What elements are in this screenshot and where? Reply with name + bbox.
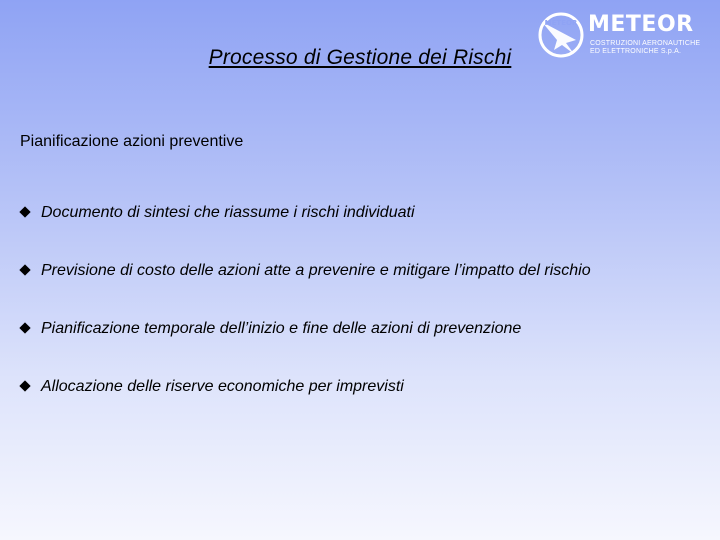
emblem-text: METEOR xyxy=(544,19,578,27)
bullet-text: Pianificazione temporale dell’inizio e fine delle azioni di prevenzione xyxy=(41,320,522,337)
bullet-item xyxy=(18,319,591,377)
bullet-item xyxy=(18,377,591,435)
slide-title: Processo di Gestione dei Rischi xyxy=(208,46,512,69)
diamond-bullet-icon xyxy=(19,322,30,333)
logo-name: METEOR xyxy=(588,12,694,37)
diamond-bullet-icon xyxy=(19,206,30,217)
diamond-bullet-icon xyxy=(19,264,30,275)
bullet-text: Allocazione delle riserve economiche per imprevisti xyxy=(41,378,404,395)
bullet-text: Documento di sintesi che riassume i rischi individuati xyxy=(41,204,415,221)
bullet-text: Previsione di costo delle azioni atte a prevenire e mitigare l’impatto del rischio xyxy=(41,262,591,279)
logo-subtitle-line2: ED ELETTRONICHE S.p.A. xyxy=(590,48,682,55)
section-heading: Pianificazione azioni preventive xyxy=(20,133,244,150)
bullet-list xyxy=(18,203,591,435)
logo-subtitle-line1: COSTRUZIONI AERONAUTICHE xyxy=(590,40,701,47)
bullet-item xyxy=(18,261,591,319)
bullet-item xyxy=(18,203,591,261)
diamond-bullet-icon xyxy=(19,380,30,391)
